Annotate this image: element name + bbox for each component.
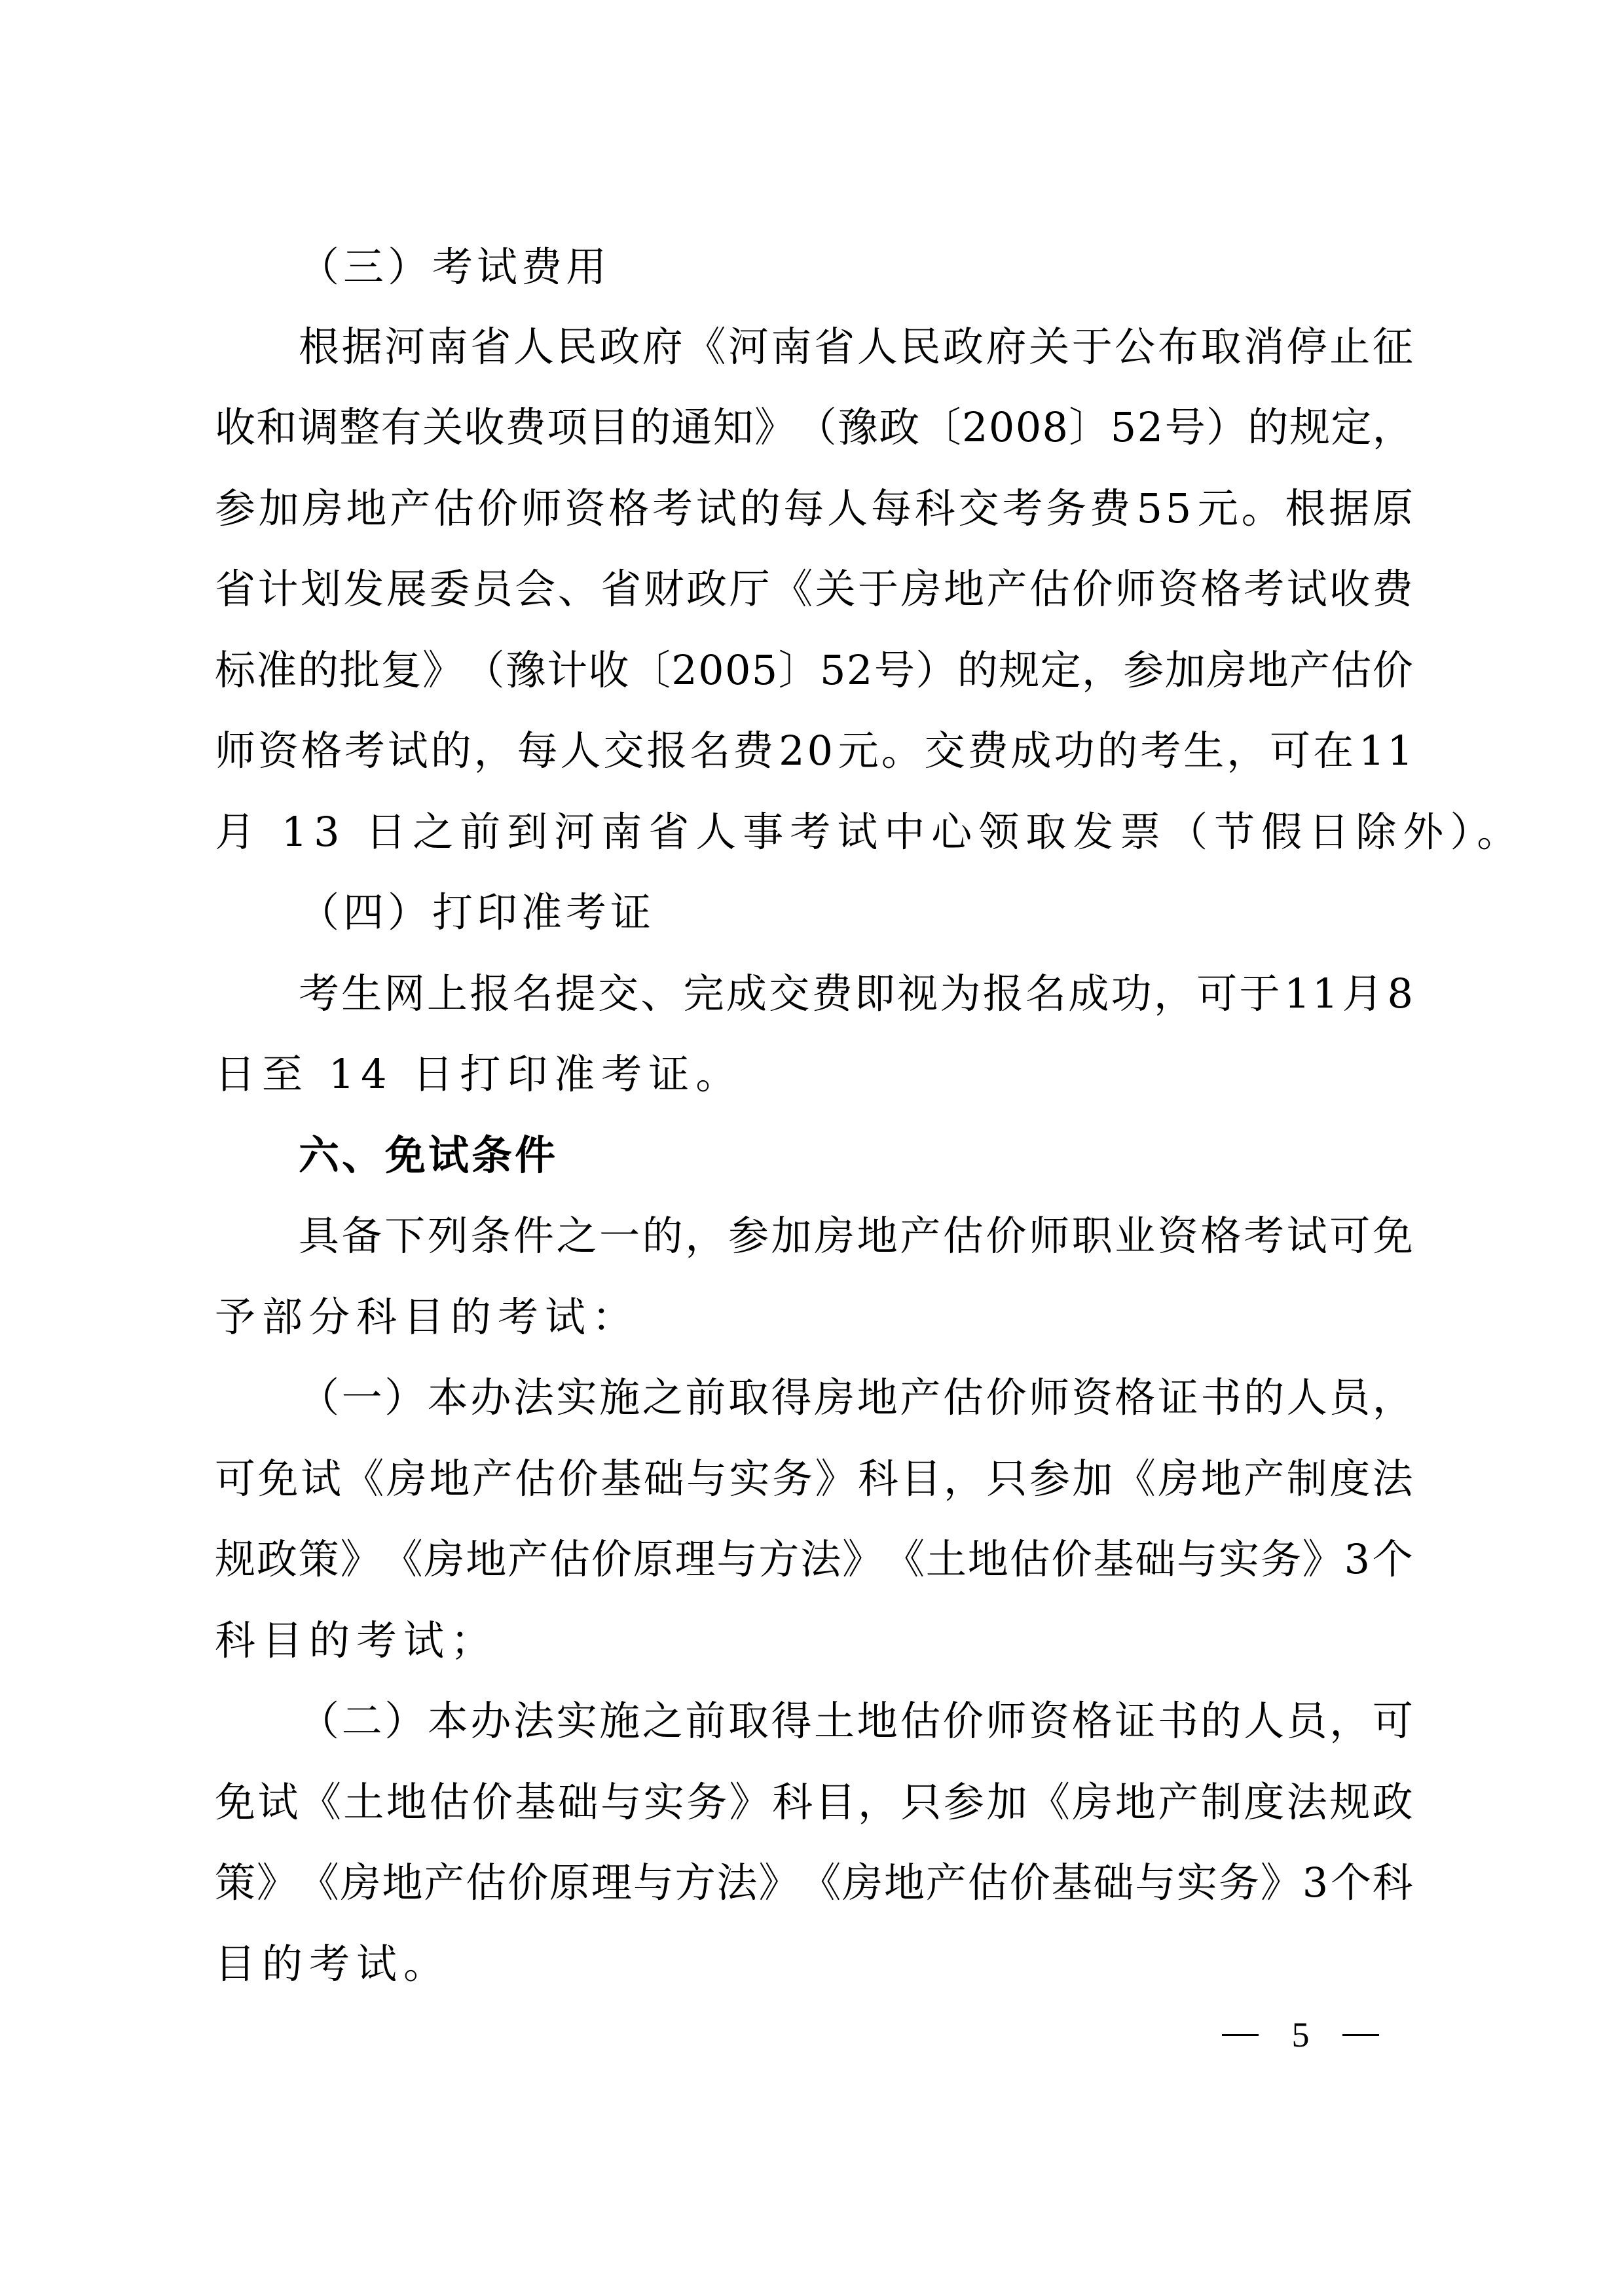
paragraph-line: 目的考试。 [215,1940,451,1988]
paragraph-line: 予部分科目的考试： [215,1293,640,1341]
page-number-left-dash [1222,2034,1259,2036]
paragraph-line: 标 准 的 批 复 》 （ 豫 计 收 〔 2 0 0 5 〕 5 2 号 ） 的 规 定 ， 参 加 房 地 产 估 价 [215,646,1413,694]
heading-exemption-conditions: 六、免试条件 [299,1131,559,1179]
paragraph-line: 科目的考试； [215,1616,498,1664]
paragraph-line: 参 加 房 地 产 估 价 师 资 格 考 试 的 每 人 每 科 交 考 务 费 5 5 元 。 根 据 原 [215,484,1413,532]
paragraph-line: 规 政 策 》 《 房 地 产 估 价 原 理 与 方 法 》 《 土 地 估 价 基 础 与 实 务 》 3 个 [215,1535,1413,1583]
paragraph-line: 省 计 划 发 展 委 员 会 、 省 财 政 厅 《 关 于 房 地 产 估 价 师 资 格 考 试 收 费 [215,565,1413,613]
paragraph-line: 免 试 《 土 地 估 价 基 础 与 实 务 》 科 目 ， 只 参 加 《 房 地 产 制 度 法 规 政 [215,1778,1413,1826]
paragraph-line: 策 》 《 房 地 产 估 价 原 理 与 方 法 》 《 房 地 产 估 价 基 础 与 实 务 》 3 个 科 [215,1859,1413,1906]
paragraph-line: （ 一 ） 本 办 法 实 施 之 前 取 得 房 地 产 估 价 师 资 格 证 书 的 人 员 ， [299,1374,1413,1421]
paragraph-line: 可 免 试 《 房 地 产 估 价 基 础 与 实 务 》 科 目 ， 只 参 加 《 房 地 产 制 度 法 [215,1455,1413,1503]
paragraph-line: 根 据 河 南 省 人 民 政 府 《 河 南 省 人 民 政 府 关 于 公 布 取 消 停 止 征 [299,323,1413,371]
page-number-right-dash [1342,2034,1379,2036]
subheading-exam-fees: （三）考试费用 [299,243,611,291]
paragraph-line: 具 备 下 列 条 件 之 一 的 ， 参 加 房 地 产 估 价 师 职 业 资 格 考 试 可 免 [299,1212,1413,1260]
paragraph-line: 考 生 网 上 报 名 提 交 、 完 成 交 费 即 视 为 报 名 成 功 ， 可 于 1 1 月 8 [299,970,1413,1017]
paragraph-line: 月 13 日之前到河南省人事考试中心领取发票（节假日除外）。 [215,808,1524,856]
page-number-value: 5 [1291,2015,1310,2054]
page-number [1222,2015,1379,2054]
subheading-print-admission-ticket: （四）打印准考证 [299,888,655,936]
paragraph-line: 师 资 格 考 试 的 ， 每 人 交 报 名 费 2 0 元 。 交 费 成 功 的 考 生 ， 可 在 1 1 [215,727,1413,774]
paragraph-line: 收 和 调 整 有 关 收 费 项 目 的 通 知 》 （ 豫 政 〔 2 0 0 8 〕 5 2 号 ） 的 规 定 ， [215,403,1413,451]
paragraph-line: 日至 14 日打印准考证。 [215,1050,743,1098]
paragraph-line: （ 二 ） 本 办 法 实 施 之 前 取 得 土 地 估 价 师 资 格 证 书 的 人 员 ， 可 [299,1697,1413,1745]
